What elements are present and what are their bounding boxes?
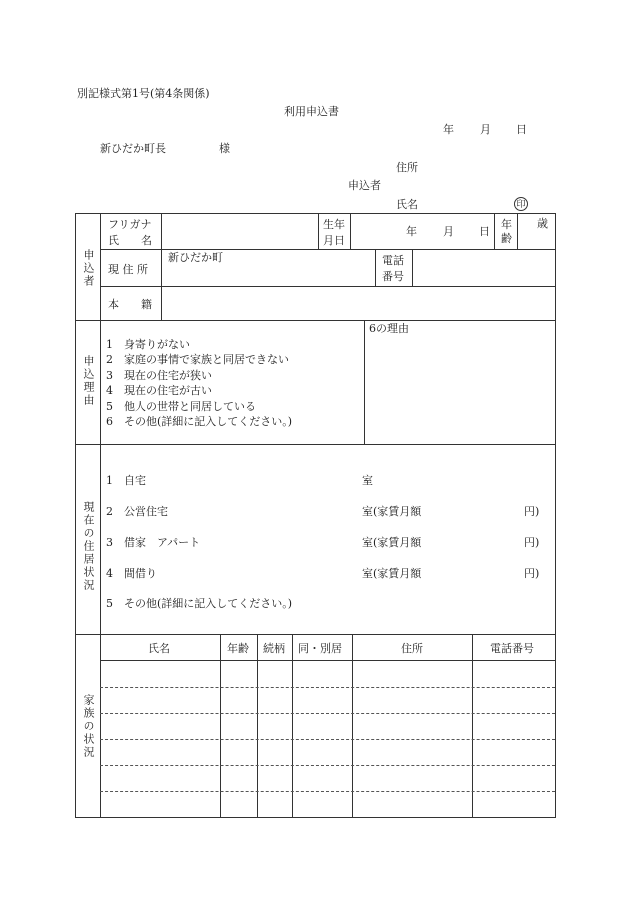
residence-yen-3: 円) <box>524 536 540 549</box>
applicant-section-label: 申込者 <box>82 249 95 288</box>
application-form <box>75 213 556 818</box>
family-col-phone: 電話番号 <box>490 642 534 655</box>
family-row-6[interactable] <box>102 793 554 816</box>
honorific: 様 <box>219 142 230 155</box>
family-row-1[interactable] <box>102 662 554 686</box>
applicant-name-label: 氏 名 <box>108 234 152 247</box>
family-col-age: 年齢 <box>227 642 249 655</box>
rent-field-3[interactable] <box>432 534 520 550</box>
family-col-address: 住所 <box>401 642 423 655</box>
family-section-label: 家族の状況 <box>82 694 95 759</box>
addressee: 新ひだか町長 <box>100 142 166 155</box>
family-row-5[interactable] <box>102 767 554 790</box>
current-address-label: 現 住 所 <box>108 263 148 276</box>
phone-field[interactable] <box>414 251 554 285</box>
seal-mark: 印 <box>514 197 528 211</box>
residence-room-2: 室(家賃月額 <box>362 505 422 518</box>
age-unit: 歳 <box>537 217 548 230</box>
reason-item-3: 3 現在の住宅が狭い <box>106 369 212 382</box>
residence-room-3: 室(家賃月額 <box>362 536 422 549</box>
applicant-name-field[interactable] <box>163 216 316 246</box>
residence-room-1: 室 <box>362 474 373 487</box>
phone-label-2: 番号 <box>382 270 404 283</box>
residence-item-2: 2 公営住宅 <box>106 505 168 518</box>
phone-label-1: 電話 <box>382 254 404 267</box>
other-reason-field[interactable] <box>366 338 554 442</box>
birth-day-label: 日 <box>479 225 490 238</box>
birth-date-field[interactable] <box>352 216 492 246</box>
residence-item-5: 5 その他(詳細に記入してください。) <box>106 597 293 610</box>
residence-room-4: 室(家賃月額 <box>362 567 422 580</box>
residence-item-3: 3 借家 アパート <box>106 536 201 549</box>
other-reason-label: 6の理由 <box>369 322 409 335</box>
date-day-label: 日 <box>516 123 527 136</box>
current-address-field[interactable] <box>163 251 371 285</box>
rent-field-4[interactable] <box>432 565 520 581</box>
form-title: 利用申込書 <box>284 105 339 118</box>
family-row-4[interactable] <box>102 741 554 764</box>
residence-item-4: 4 間借り <box>106 567 157 580</box>
residence-yen-2: 円) <box>524 505 540 518</box>
family-col-relation: 続柄 <box>263 642 285 655</box>
family-row-3[interactable] <box>102 715 554 738</box>
family-col-cohabitation: 同・別居 <box>298 642 342 655</box>
furigana-label: フリガナ <box>108 218 152 231</box>
domicile-field[interactable] <box>163 288 553 318</box>
age-label-2: 齢 <box>501 232 512 245</box>
form-number: 別記様式第1号(第4条関係) <box>77 87 210 100</box>
birth-year-label: 年 <box>406 225 417 238</box>
residence-section-label: 現在の住居状況 <box>82 501 95 592</box>
birth-label-1: 生年 <box>323 218 345 231</box>
residence-item-1: 1 自宅 <box>106 474 146 487</box>
applicant-label: 申込者 <box>348 179 381 192</box>
birth-label-2: 月日 <box>323 234 345 247</box>
reason-item-2: 2 家庭の事情で家族と同居できない <box>106 353 289 366</box>
age-label-1: 年 <box>501 218 512 231</box>
header-address-label: 住所 <box>396 161 418 174</box>
current-address-value: 新ひだか町 <box>168 251 223 264</box>
family-row-2[interactable] <box>102 689 554 712</box>
domicile-label: 本 籍 <box>108 298 152 311</box>
date-month-label: 月 <box>480 123 491 136</box>
reason-item-5: 5 他人の世帯と同居している <box>106 400 256 413</box>
rent-field-2[interactable] <box>432 503 520 519</box>
reason-section-label: 申込理由 <box>82 355 95 407</box>
reason-item-6: 6 その他(詳細に記入してください。) <box>106 415 293 428</box>
reason-item-4: 4 現在の住宅が古い <box>106 384 212 397</box>
residence-yen-4: 円) <box>524 567 540 580</box>
birth-month-label: 月 <box>443 225 454 238</box>
header-name-label: 氏名 <box>396 198 418 211</box>
date-year-label: 年 <box>443 123 454 136</box>
family-col-name: 氏名 <box>148 642 170 655</box>
reason-item-1: 1 身寄りがない <box>106 338 190 351</box>
